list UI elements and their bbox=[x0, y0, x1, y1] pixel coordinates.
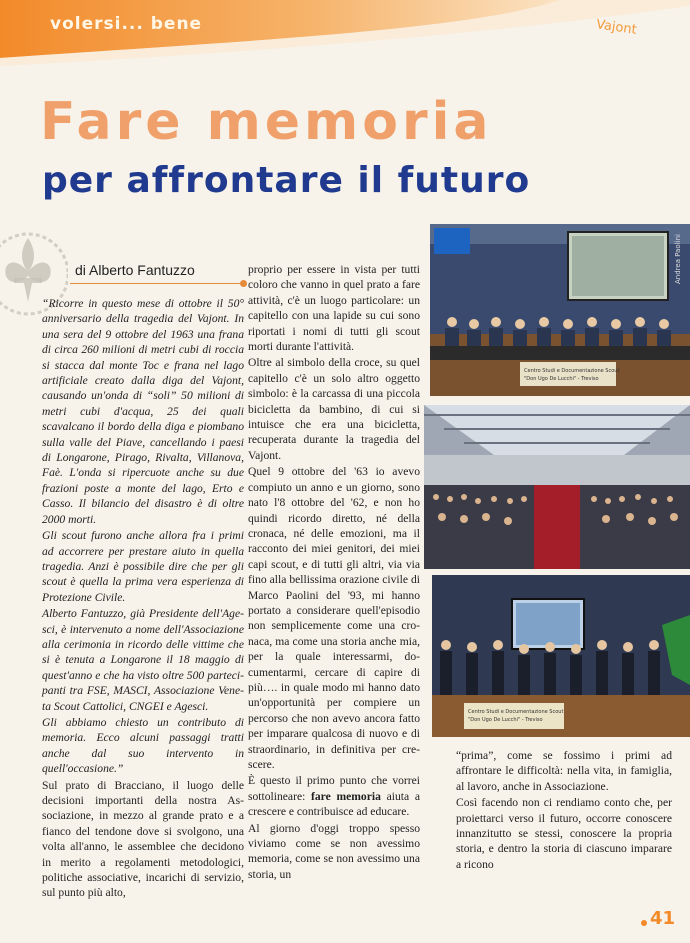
ceremony-sign-text: Centro Studi e Documentazione Scout bbox=[468, 709, 564, 715]
photo-credit: Andrea Paolini bbox=[674, 234, 682, 284]
page-number-bullet bbox=[641, 920, 647, 926]
body-paragraph: proprio per essere in vista per tutti coloro che vanno in quel prato a fare attività, c'è un luogo particolare: un capitello con una lapide su cui sono riportati i nomi di tutti gli scout morti durante l'attività. bbox=[248, 263, 420, 354]
stage-sign-text: Centro Studi e Documentazione Scout bbox=[524, 368, 620, 374]
conference-stage-photo bbox=[430, 224, 690, 396]
header-band bbox=[0, 0, 690, 70]
ceremony-image bbox=[432, 575, 690, 737]
audience-hall-photo bbox=[424, 405, 690, 569]
topic-label: Vajont bbox=[595, 17, 638, 38]
byline: di Alberto Fantuzzo bbox=[75, 262, 195, 278]
intro-paragraph: Alberto Fantuzzo, già Presidente dell'Agesci, è intervenuto a nome dell'Associazione alla cerimonia in ricordo delle vittime che si è tenuta a Longarone il 18 maggio di quest'anno e che ha visto oltre 500 partecipanti tra FSE, MASCI, Associazione Veneta Scout Cattolici, CNGEI e Agesci. bbox=[42, 607, 244, 713]
body-paragraph: Quel 9 ottobre del '63 io avevo compiuto un anno e un giorno, sono nato l'8 ottobre del '62, e non ho quindi ricordo diretto, né della cronaca, né delle emozioni, ma il racconto dei miei genitori, dei miei capi scout, e di tutti gli altri, via via fino alla bellissima orazione civile di Marco Paolini del '93, mi hanno portato a considerare quell'episodio non semplicemente come una cronaca, ma come una storia anche mia, per la quale interessarmi, documentarmi, cercare di capire di più…. in quale modo mi hanno dato un'opportunità per compiere un percorso che non avevo ancora fatto per imparare qualcosa di nuovo e di straordinario, in definitiva per crescere. bbox=[248, 465, 420, 771]
header-wave bbox=[0, 0, 690, 70]
stage-sign-text-2: "Don Ugo De Lucchi" - Treviso bbox=[524, 376, 599, 382]
body-paragraph bbox=[248, 773, 420, 819]
body-paragraph: Al giorno d'oggi troppo spesso viviamo come se non avessimo memoria, come se non avessimo una storia, un bbox=[248, 821, 420, 881]
byline-bullet bbox=[240, 280, 247, 287]
intro-paragraph: “Ricorre in questo mese di ottobre il 50° anniversario della tragedia del Vajont. In una sera del 9 ottobre del 1963 una frana di circa 260 milioni di metri cubi di roccia si stacca dal monte Toc e frana nel lago artificiale creato dalla diga del Vajont, causando un'onda di “soli” 50 milioni di metri cubi d'acqua, 25 dei quali scavalcano il bordo della diga e piombano sulla valle del Piave, cancellando i paesi di Longarone, Pirago, Rivalta, Villanova, Faè. L'onda si ripercuote anche su due frazioni poste a monte del lago, Erto e Casso. Il bilancio del disastro è di oltre 2000 morti. bbox=[42, 297, 244, 526]
column-3 bbox=[456, 748, 672, 873]
page-number: 41 bbox=[650, 908, 676, 929]
intro-paragraph: Gli scout furono anche allora fra i primi ad accorrere per prestare aiuto in quella tragedia. Anzi è possibile dire che per gli scout è quella la prima vera esperienza di Protezione Civile. bbox=[42, 529, 244, 604]
ceremony-sign-text-2: "Don Ugo De Lucchi" - Treviso bbox=[468, 717, 543, 723]
text-run: È questo il primo punto che vorrei sottolineare: bbox=[248, 774, 420, 803]
body-paragraph: Oltre al simbolo della croce, su quel capitello c'è un solo altro oggetto simbolo: è la carcassa di una piccola bicicletta da bambino, di cui si intuisce che era una bicicletta, recuperata durante la tragedia del Vajont. bbox=[248, 356, 420, 462]
audience-hall-image bbox=[424, 405, 690, 569]
body-paragraph: Sul prato di Bracciano, il luogo delle decisioni importanti della nostra Associazione, in mezzo al grande prato e a fianco del tendone dove si svolgono, una volta all'anno, le assemblee che decidono in merito a regolamenti metodologici, politiche associative, incarichi di servizio, sul punto più alto, bbox=[42, 778, 244, 900]
emphasis-text: fare memoria bbox=[311, 789, 381, 803]
intro-block bbox=[42, 296, 244, 777]
byline-rule bbox=[70, 283, 242, 284]
ceremony-photo bbox=[432, 575, 690, 737]
column-2 bbox=[248, 262, 420, 883]
intro-paragraph: Gli abbiamo chiesto un contributo di memoria. Ecco alcuni passaggi tratti anche dal suo intervento in quell'occasione.” bbox=[42, 715, 244, 776]
article-subtitle: per affrontare il futuro bbox=[42, 160, 531, 201]
section-title: volersi... bene bbox=[50, 14, 203, 34]
conference-stage-image bbox=[430, 224, 690, 396]
body-paragraph: “prima”, come se fossimo i primi ad affrontare le difficoltà: nella vita, in famiglia, al lavoro, anche in Associazione. bbox=[456, 749, 672, 793]
article-title: Fare memoria bbox=[40, 92, 493, 152]
text-run: aiuta a crescere e contribuisce ad educare. bbox=[248, 789, 420, 819]
body-paragraph: Così facendo non ci rendiamo conto che, per proiettarci verso il futuro, occorre conoscere innanzitutto se stessi, conoscere la propria storia, e dentro la storia di ciascuno imparare a ricono bbox=[456, 796, 672, 871]
column-1 bbox=[42, 296, 244, 902]
